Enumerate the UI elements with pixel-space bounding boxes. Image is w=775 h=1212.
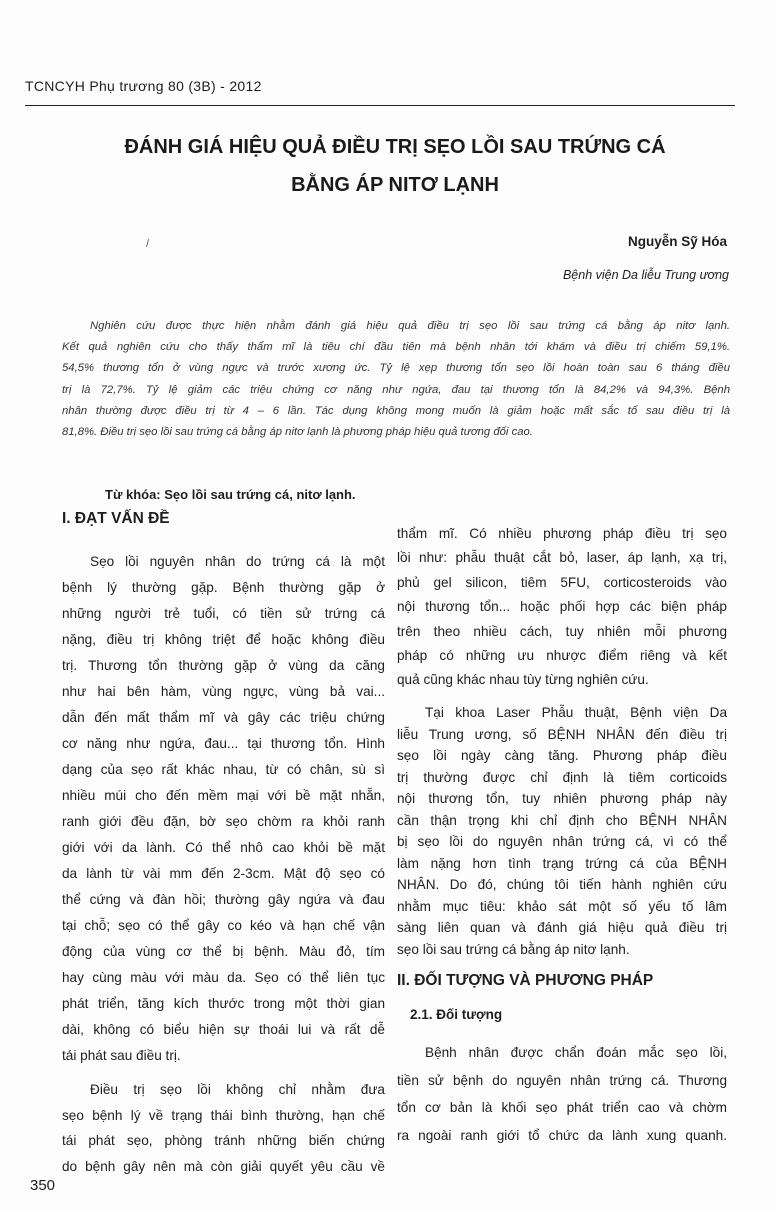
text-line: dạng của sẹo rất khác nhau, từ có chân, sù sì bbox=[62, 762, 385, 777]
paragraph bbox=[62, 549, 385, 1069]
text-line: Tại khoa Laser Phẫu thuật, Bệnh viện Da bbox=[425, 705, 727, 720]
keywords: Từ khóa: Sẹo lồi sau trứng cá, nitơ lạnh. bbox=[105, 487, 356, 502]
article-title bbox=[40, 128, 750, 204]
text-line: phủ gel silicon, tiêm 5FU, corticosteroids vào bbox=[397, 574, 727, 590]
text-line: Kết quả nghiên cứu cho thấy thẩm mĩ là tiêu chí đầu tiên mà bệnh nhân tới khám và điều trị chiếm 59,1%. bbox=[62, 341, 730, 354]
paragraph bbox=[397, 522, 727, 693]
text-line: pháp có những ưu nhược điểm riêng và kết bbox=[397, 648, 727, 664]
paragraph bbox=[397, 702, 727, 960]
text-line: da lành từ vài mm đến 2-3cm. Mật độ sẹo có bbox=[62, 866, 385, 881]
title-line: BẰNG ÁP NITƠ LẠNH bbox=[291, 174, 499, 196]
text-line: Điều trị sẹo lồi không chỉ nhằm đưa bbox=[90, 1082, 385, 1097]
text-line: do bệnh gây nên mà còn giải quyết yêu cầu về bbox=[62, 1159, 385, 1175]
text-line: Nghiên cứu được thực hiện nhằm đánh giá hiệu quả điều trị sẹo lồi sau trứng cá bằng áp nitơ lạnh. bbox=[90, 320, 730, 332]
text-line: bệnh lý thường gặp. Bệnh thường gặp ở bbox=[62, 580, 385, 595]
text-line: liễu Trung ương, số BỆNH NHÂN đến điều trị bbox=[397, 726, 727, 742]
text-line: thẩm mĩ. Có nhiều phương pháp điều trị sẹo bbox=[397, 526, 727, 541]
text-line: tổn cơ bản là khối sẹo phát triển cao và chờm bbox=[397, 1100, 727, 1116]
title-line: ĐÁNH GIÁ HIỆU QUẢ ĐIỀU TRỊ SẸO LỒI SAU TRỨNG CÁ bbox=[124, 136, 666, 158]
text-line: hay cùng màu với màu da. Sẹo có thể liên tục bbox=[62, 970, 385, 985]
text-line: sẹo lồi sau trứng cá bằng áp nitơ lạnh. bbox=[397, 941, 630, 957]
text-line: phát triển, tăng kích thước trong một thời gian bbox=[62, 996, 385, 1011]
text-line: bị sẹo lồi do nguyên nhân trứng cá, vì có thể bbox=[397, 834, 727, 849]
abstract bbox=[62, 316, 730, 443]
text-line: trị thường được chỉ định là tiêm corticoids bbox=[397, 769, 727, 785]
text-line: như hai bên hàm, vùng ngực, vùng bả vai... bbox=[62, 684, 385, 699]
text-line: trị là 72,7%. Tỷ lệ giảm các triệu chứng cơ năng như ngứa, đau tại thương tổn là 84,2% và 94,3%. Bệnh bbox=[62, 383, 730, 396]
text-line: nhiều múi cho đến mềm mại với bề mặt nhẵn, bbox=[62, 788, 385, 803]
text-line: sàng liên quan và đánh giá hiệu quả điều trị bbox=[397, 920, 727, 935]
text-line: làm nặng hơn tình trạng trứng cá của BỆNH bbox=[397, 855, 727, 871]
text-line: giới với da lành. Có thể nhô cao khỏi bề mặt bbox=[62, 840, 385, 855]
paragraph bbox=[397, 1039, 727, 1150]
text-line: những người trẻ tuổi, có tiền sử trứng cá bbox=[62, 606, 385, 621]
text-line: cơ năng như ngứa, đau... tại thương tổn. Hình bbox=[62, 736, 385, 751]
text-line: Bệnh nhân được chẩn đoán mắc sẹo lồi, bbox=[425, 1045, 727, 1060]
author-affiliation: Bệnh viện Da liễu Trung ương bbox=[562, 268, 729, 282]
author-name: Nguyễn Sỹ Hóa bbox=[627, 234, 727, 249]
text-line: trị. Thương tổn thường gặp ở vùng da căng bbox=[62, 658, 385, 673]
section-heading-introduction: I. ĐẠT VẤN ĐỀ bbox=[62, 510, 170, 527]
text-line: tại chỗ; sẹo có thể gây co kéo và hạn chế vận bbox=[62, 918, 385, 933]
running-head: TCNCYH Phụ trương 80 (3B) - 2012 bbox=[25, 78, 262, 94]
text-line: tiền sử bệnh do nguyên nhân trứng cá. Thương bbox=[397, 1072, 727, 1088]
text-line: nặng, điều trị không triệt để hoặc không điều bbox=[62, 632, 385, 647]
page-number: 350 bbox=[30, 1177, 56, 1194]
subsection-heading-subjects: 2.1. Đối tượng bbox=[410, 1007, 503, 1022]
text-line: thể cứng và đàn hồi; thường gây ngứa và đau bbox=[62, 892, 385, 907]
paragraph bbox=[62, 1077, 385, 1180]
text-line: nhằm mục tiêu: khảo sát một số yếu tố lâm bbox=[397, 898, 727, 914]
text-line: tái phát sẹo, phòng tránh những biến chứng bbox=[62, 1133, 385, 1149]
text-line: nội thương tổn... hoặc phối hợp các biện pháp bbox=[397, 599, 727, 615]
section-heading-methods: II. ĐỐI TƯỢNG VÀ PHƯƠNG PHÁP bbox=[397, 972, 654, 989]
text-line: quả cũng khác nhau tùy từng nghiên cứu. bbox=[397, 672, 649, 688]
header-rule bbox=[25, 105, 735, 106]
text-line: tái phát sau điều trị. bbox=[62, 1048, 181, 1063]
text-line: ra ngoài ranh giới tổ chức da lành xung quanh. bbox=[397, 1128, 727, 1144]
text-line: sẹo bệnh lý về trạng thái bình thường, hạn chế bbox=[62, 1107, 385, 1123]
text-line: nội thương tổn, tuy nhiên phương pháp này bbox=[397, 791, 727, 806]
text-line: Sẹo lồi nguyên nhân do trứng cá là một bbox=[90, 554, 385, 569]
text-line: 81,8%. Điều trị sẹo lồi sau trứng cá bằng áp nitơ lạnh là phương pháp hiệu quả tương đối cao. bbox=[62, 426, 533, 439]
text-line: cần thận trọng khi chỉ định cho BỆNH NHÂN bbox=[397, 812, 727, 828]
stray-mark: / bbox=[146, 238, 150, 250]
text-line: NHÂN. Do đó, chúng tôi tiến hành nghiên cứu bbox=[397, 877, 727, 892]
text-line: dài, không có biểu hiện sự thoái lui và rất dễ bbox=[62, 1022, 385, 1037]
text-line: động của vùng cơ thể bị bệnh. Màu đỏ, tím bbox=[62, 944, 385, 959]
text-line: lồi như: phẫu thuật cắt bỏ, laser, áp lạnh, xạ trị, bbox=[397, 550, 727, 566]
text-line: 54,5% thương tổn ở vùng ngực và trước xương ức. Tỷ lệ xẹp thương tổn sẹo lồi hoàn toàn sau 6 tháng điều bbox=[62, 362, 730, 375]
text-line: nhân thường được điều trị từ 4 – 6 lần. Tác dụng không mong muốn là giảm hoặc mất sắc tố sau điều trị là bbox=[62, 404, 730, 417]
text-line: trên theo nhiều cách, tuy nhiên mỗi phương bbox=[397, 623, 727, 639]
text-line: ranh giới đều đặn, bờ sẹo chờm ra khỏi ranh bbox=[62, 814, 385, 829]
text-line: dẫn đến mất thẩm mĩ và gây các triệu chứng bbox=[62, 710, 385, 725]
text-line: sẹo lồi ngày càng tăng. Phương pháp điều bbox=[397, 748, 727, 763]
